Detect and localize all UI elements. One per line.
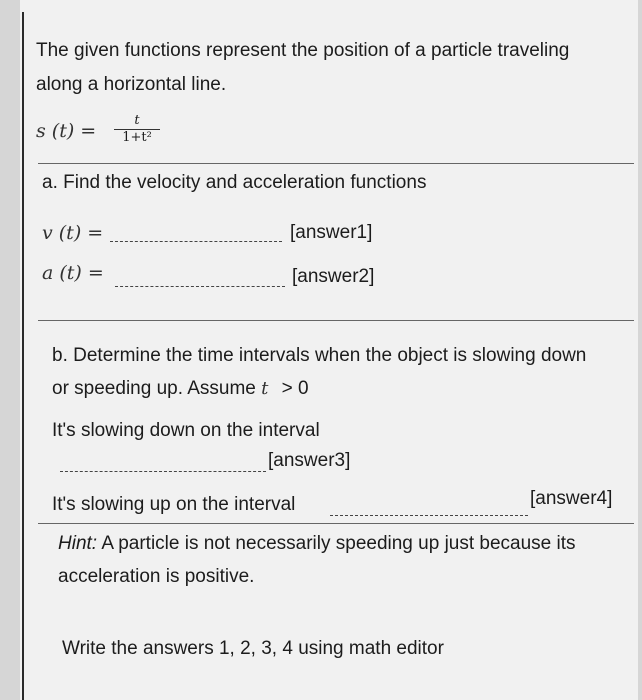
s-function-fraction [114, 114, 160, 145]
fraction-denominator: 1+t² [122, 130, 152, 145]
slowing-down-label: It's slowing down on the interval [52, 420, 320, 441]
footer-instruction: Write the answers 1, 2, 3, 4 using math editor [62, 638, 444, 659]
left-border [22, 12, 24, 700]
velocity-lhs: v (t) = [42, 222, 104, 244]
hint-label: Hint: [58, 533, 98, 554]
s-function-lhs: s (t) = [36, 120, 97, 142]
part-b-assume-text: or speeding up. Assume [52, 378, 256, 399]
fraction-numerator: t [134, 113, 140, 128]
part-b-line-2 [52, 378, 309, 400]
part-b-line-1: b. Determine the time intervals when the object is slowing down [52, 345, 587, 366]
slowing-up-label: It's slowing up on the interval [52, 494, 296, 515]
hint-line-1 [58, 533, 576, 555]
answer1-placeholder[interactable]: [answer1] [290, 222, 373, 243]
section-divider [38, 523, 634, 524]
intro-line-2: along a horizontal line. [36, 74, 227, 95]
hint-text-1: A particle is not necessarily speeding up just because its [101, 533, 576, 554]
acceleration-lhs: a (t) = [42, 262, 104, 284]
part-b-relation: > 0 [281, 378, 309, 399]
answer4-blank[interactable] [330, 506, 528, 524]
intro-line-1: The given functions represent the position of a particle traveling [36, 40, 570, 61]
acceleration-answer-blank[interactable] [115, 277, 285, 295]
answer4-placeholder[interactable]: [answer4] [530, 488, 613, 509]
velocity-answer-blank[interactable] [110, 232, 282, 250]
answer2-placeholder[interactable]: [answer2] [292, 266, 375, 287]
part-a-heading: a. Find the velocity and acceleration functions [42, 172, 427, 193]
hint-line-2: acceleration is positive. [58, 566, 255, 587]
section-divider [38, 320, 634, 321]
answer3-placeholder[interactable]: [answer3] [268, 450, 351, 471]
answer3-blank[interactable] [60, 462, 266, 480]
part-b-variable: t [261, 378, 269, 399]
section-divider [38, 163, 634, 164]
